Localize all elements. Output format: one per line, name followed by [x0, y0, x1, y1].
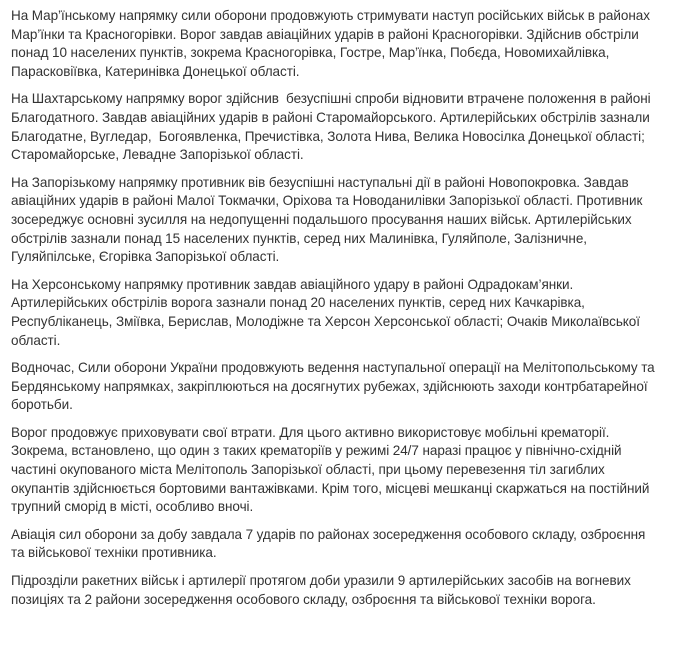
paragraph-shakhtarsk-direction: На Шахтарському напрямку ворог здійснив безуспішні спроби відновити втрачене положення в районі Благодатного. Завдав авіаційних ударів в районі Старомайорського. Артилерійських обстрілів зазнали Благодатне, Вугледар, Богоявленка, Пречистівка, Золота Нива, Велика Новосілка Донецької області; Старомайорське, Левадне Запорізької області. — [11, 91, 655, 163]
paragraph-enemy-losses-crematoria: Ворог продовжує приховувати свої втрати. Для цього активно використовує мобільні крематорії. Зокрема, встановлено, що один з таких крематоріїв у режимі 24/7 наразі працює у північно-східній частині окупованого міста Мелітополь Запорізької області, при цьому перевезення тіл загиблих окупантів здійснюється бортовими вантажівками. Крім того, місцеві мешканці скаржаться на постійний трупний сморід в місті, особливо вночі. — [11, 424, 653, 515]
paragraph-melitopol-berdiansk-offensive: Водночас, Сили оборони України продовжують ведення наступальної операції на Мелітопольському та Бердянському напрямках, закріплюються на досягнутих рубежах, здійснюють заходи контрбатарейної боротьби. — [11, 360, 659, 413]
paragraph-zaporizhzhia-direction: На Запорізькому напрямку противник вів безуспішні наступальні дії в районі Новопокровка. Завдав авіаційних ударів в районі Малої Токмачки, Оріхова та Новоданилівки Запорізької області. Противник зосереджує основні зусилля на недопущенні подальшого просування наших військ. Артилерійських обстрілів зазнали понад 15 населених пунктів, серед них Малинівка, Гуляйполе, Залізничне, Гуляйпілське, Єгорівка Запорізької області. — [11, 174, 646, 265]
paragraph-mariinka-direction: На Мар’їнському напрямку сили оборони продовжують стримувати наступ російських військ в районах Мар’їнки та Красногорівки. Ворог завдав авіаційних ударів в районі Красногорівки. Здійснив обстріли понад 10 населених пунктів, зокрема Красногорівка, Гостре, Мар’їнка, Побєда, Новомихайлівка, Парасковіївка, Катеринівка Донецької області. — [11, 8, 654, 79]
paragraph-kherson-direction: На Херсонському напрямку противник завдав авіаційного удару в районі Одрадокам’янки. Артилерійських обстрілів ворога зазнали понад 20 населених пунктів, серед них Качкарівка, Республіканець, Зміївка, Берислав, Молодіжне та Херсон Херсонської області; Очаків Миколаївської області. — [11, 276, 644, 348]
paragraph-aviation-strikes: Авіація сил оборони за добу завдала 7 ударів по районах зосередження особового складу, озброєння та військової техніки противника. — [11, 526, 649, 561]
paragraph-missile-artillery-units: Підрозділи ракетних військ і артилерії протягом доби уразили 9 артилерійських засобів на вогневих позиціях та 2 райони зосередження особового складу, озброєння та військової техніки ворога. — [11, 573, 635, 607]
